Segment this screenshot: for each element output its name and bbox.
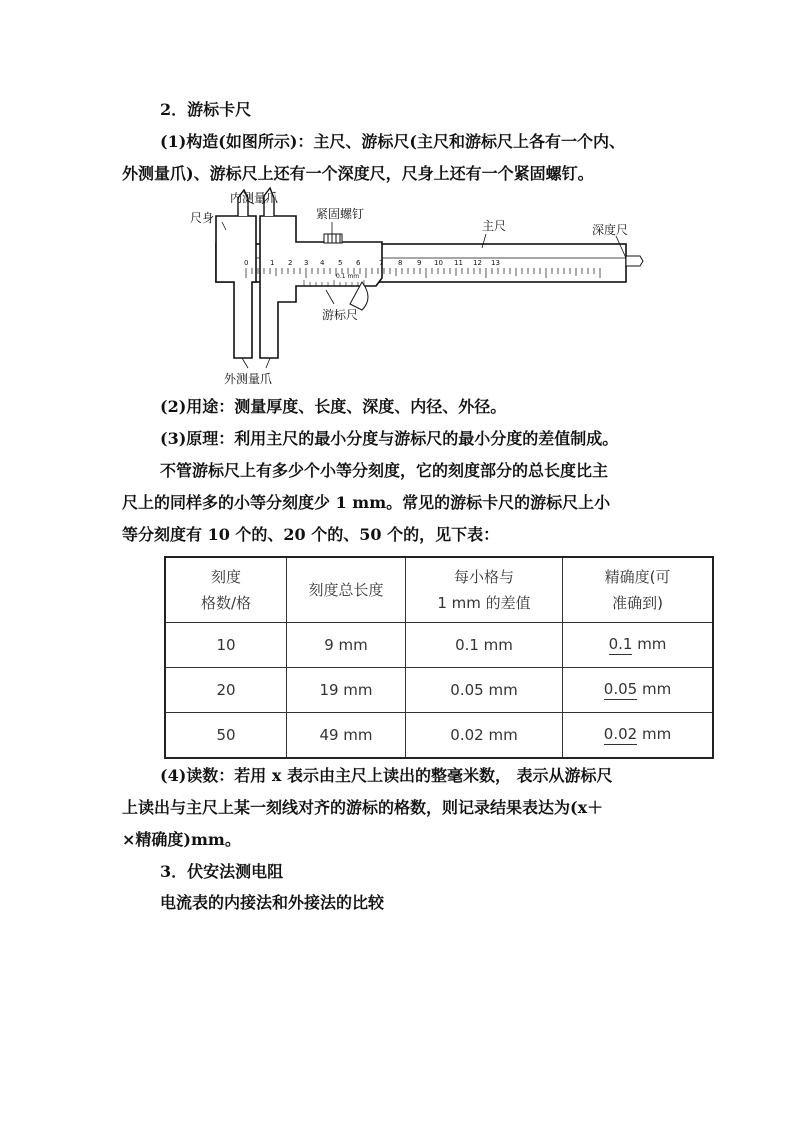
cell-total: 49 mm bbox=[287, 713, 406, 759]
scale-number: 2 bbox=[288, 259, 293, 267]
table-row bbox=[165, 668, 713, 713]
scale-number: 0 bbox=[244, 259, 249, 267]
scale-number: 8 bbox=[398, 259, 403, 267]
cell-count: 20 bbox=[165, 668, 287, 713]
label-screw: 紧固螺钉 bbox=[316, 207, 365, 221]
header-difference: 每小格与 1 mm 的差值 bbox=[406, 557, 563, 623]
cell-diff: 0.1 mm bbox=[406, 623, 563, 668]
cell-count: 50 bbox=[165, 713, 287, 759]
cell-diff: 0.05 mm bbox=[406, 668, 563, 713]
scale-number: 10 bbox=[434, 259, 443, 267]
section-3-heading: 3．伏安法测电阻 bbox=[160, 862, 284, 881]
principle-desc-line-2: 尺上的同样多的小等分刻度少 1 mm。常见的游标卡尺的游标尺上小 bbox=[122, 493, 611, 512]
vernier-spec-table bbox=[164, 556, 714, 759]
principle-desc-line-3: 等分刻度有 10 个的、20 个的、50 个的，见下表： bbox=[122, 525, 500, 544]
scale-number: 4 bbox=[320, 259, 325, 267]
section-2-heading: 2．游标卡尺 bbox=[160, 100, 252, 119]
reading-line-3: ×精确度)mm。 bbox=[122, 830, 241, 849]
label-body: 尺身 bbox=[190, 211, 215, 225]
label-precision: 0.1 mm bbox=[336, 273, 360, 280]
section-3-subheading: 电流表的内接法和外接法的比较 bbox=[160, 893, 385, 912]
construction-line-1: (1)构造(如图所示)：主尺、游标尺(主尺和游标尺上各有一个内、 bbox=[160, 132, 625, 151]
cell-precision: 0.02 mm bbox=[563, 713, 714, 759]
header-precision: 精确度(可 准确到) bbox=[563, 557, 714, 623]
usage-line: (2)用途：测量厚度、长度、深度、内径、外径。 bbox=[160, 397, 507, 416]
label-vernier: 游标尺 bbox=[322, 308, 359, 322]
reading-line-2: 上读出与主尺上某一刻线对齐的游标的格数，则记录结果表达为(x＋ bbox=[122, 798, 604, 817]
scale-number: 7 bbox=[379, 259, 384, 267]
cell-diff: 0.02 mm bbox=[406, 713, 563, 759]
scale-number: 1 bbox=[270, 259, 275, 267]
scale-number: 12 bbox=[473, 259, 482, 267]
label-depth-rod: 深度尺 bbox=[592, 223, 629, 237]
scale-number: 13 bbox=[491, 259, 500, 267]
table-header-row bbox=[165, 557, 713, 623]
scale-number: 5 bbox=[338, 259, 343, 267]
cell-total: 9 mm bbox=[287, 623, 406, 668]
scale-number: 6 bbox=[356, 259, 361, 267]
label-inner-jaw: 内测量爪 bbox=[230, 191, 279, 205]
header-total-length: 刻度总长度 bbox=[287, 557, 406, 623]
principle-line: (3)原理：利用主尺的最小分度与游标尺的最小分度的差值制成。 bbox=[160, 429, 619, 448]
label-main-scale: 主尺 bbox=[482, 219, 507, 233]
scale-number: 11 bbox=[454, 259, 463, 267]
vernier-caliper-diagram bbox=[186, 186, 656, 391]
table-row bbox=[165, 713, 713, 759]
table-row bbox=[165, 623, 713, 668]
cell-count: 10 bbox=[165, 623, 287, 668]
principle-desc-line-1: 不管游标尺上有多少个小等分刻度，它的刻度部分的总长度比主 bbox=[160, 461, 609, 480]
label-outer-jaw: 外测量爪 bbox=[224, 372, 273, 386]
cell-total: 19 mm bbox=[287, 668, 406, 713]
header-division-count: 刻度 格数/格 bbox=[165, 557, 287, 623]
reading-line-1: (4)读数：若用 x 表示由主尺上读出的整毫米数， 表示从游标尺 bbox=[160, 766, 613, 785]
cell-precision: 0.05 mm bbox=[563, 668, 714, 713]
scale-number: 3 bbox=[304, 259, 309, 267]
construction-line-2: 外测量爪)、游标尺上还有一个深度尺，尺身上还有一个紧固螺钉。 bbox=[122, 164, 594, 183]
scale-number: 9 bbox=[417, 259, 422, 267]
cell-precision: 0.1 mm bbox=[563, 623, 714, 668]
